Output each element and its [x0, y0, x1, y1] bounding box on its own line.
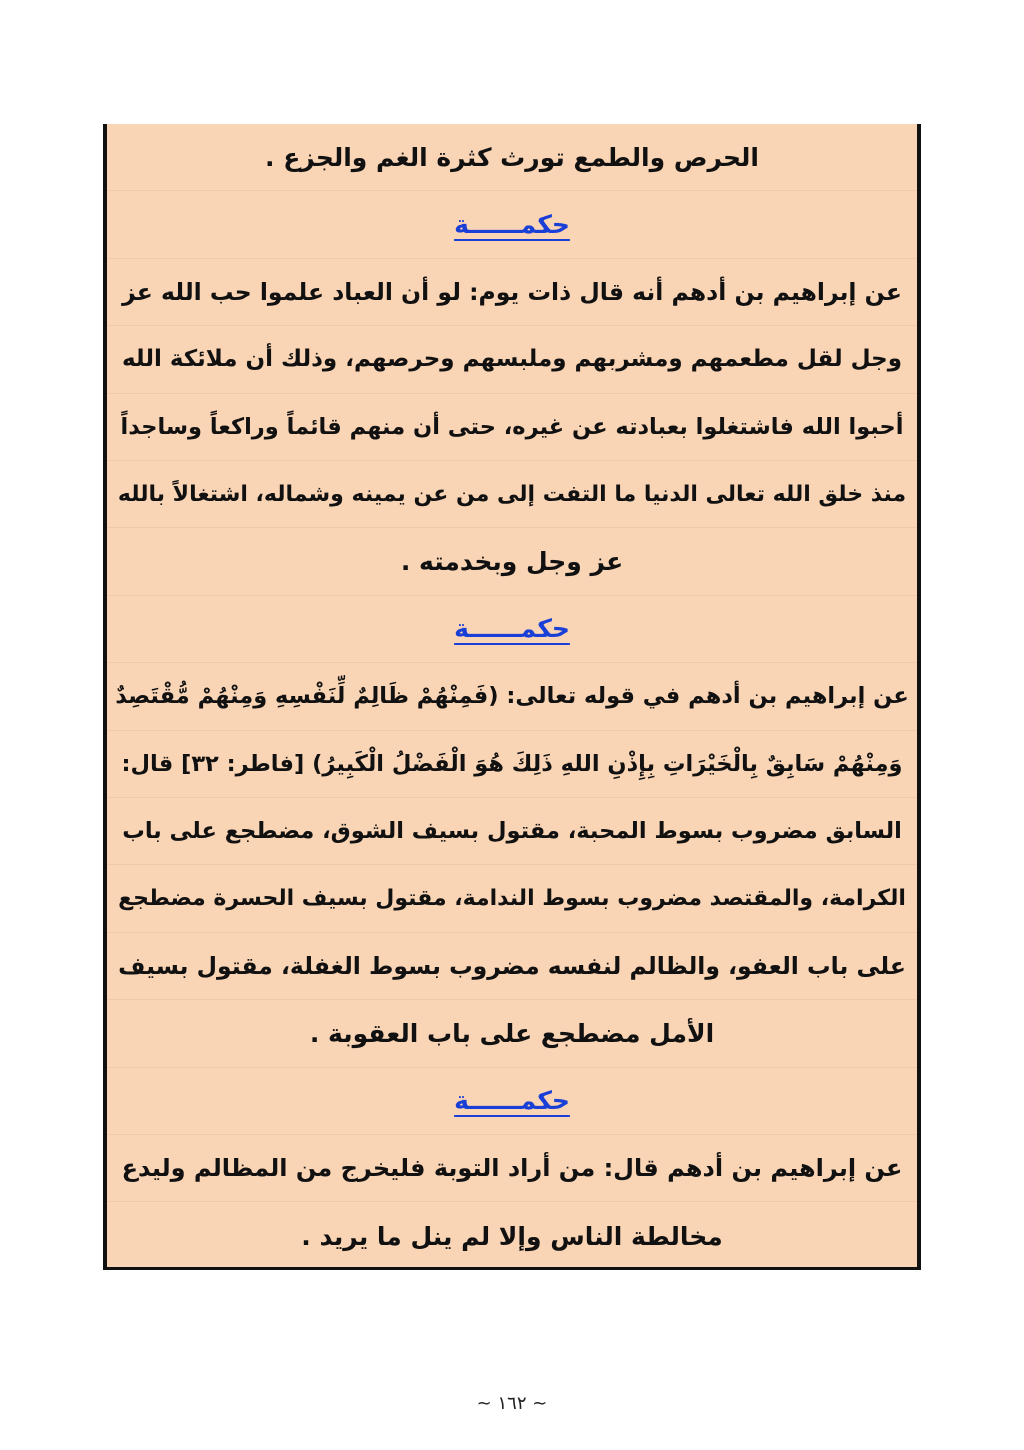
line-text: وجل لقل مطعمهم ومشربهم وملبسهم وحرصهم، وذلك أن ملائكة الله: [121, 346, 903, 373]
line-text: الأمل مضطجع على باب العقوبة .: [309, 1018, 715, 1048]
line-text: السابق مضروب بسوط المحبة، مقتول بسيف الشوق، مضطجع على باب: [122, 818, 902, 845]
heading-text[interactable]: حكمــــــة: [454, 210, 570, 240]
line-text: عن إبراهيم بن أدهم قال: من أراد التوبة فليخرج من المظالم وليدع: [121, 1154, 903, 1183]
text-line: [107, 663, 917, 730]
line-text: عن إبراهيم بن أدهم في قوله تعالى: (فَمِنْهُمْ ظَالِمٌ لِّنَفْسِهِ وَمِنْهُمْ مُّقْتَصِدٌ: [115, 683, 909, 710]
line-text: الحرص والطمع تورث كثرة الغم والجزع .: [265, 142, 760, 172]
text-line: [107, 798, 917, 865]
line-text: وَمِنْهُمْ سَابِقٌ بِالْخَيْرَاتِ بِإِذْنِ اللهِ ذَلِكَ هُوَ الْفَضْلُ الْكَبِيرُ) [فاطر: ٣٢] قال:: [121, 750, 903, 777]
heading-text[interactable]: حكمــــــة: [454, 614, 570, 644]
line-text: على باب العفو، والظالم لنفسه مضروب بسوط الغفلة، مقتول بسيف: [118, 951, 906, 980]
line-text: عز وجل وبخدمته .: [400, 547, 624, 577]
text-frame: [103, 124, 921, 1270]
page-number: ~ ١٦٢ ~: [476, 1393, 548, 1414]
heading-text[interactable]: حكمــــــة: [454, 1086, 570, 1116]
section-heading: [107, 1068, 917, 1135]
text-line: [107, 259, 917, 326]
text-line: [107, 865, 917, 932]
line-text: مخالطة الناس وإلا لم ينل ما يريد .: [301, 1221, 723, 1251]
text-line: [107, 731, 917, 798]
section-heading: [107, 596, 917, 663]
text-line: [107, 394, 917, 461]
line-text: الكرامة، والمقتصد مضروب بسوط الندامة، مقتول بسيف الحسرة مضطجع: [118, 886, 906, 912]
section-heading: [107, 191, 917, 258]
line-text: أحبوا الله فاشتغلوا بعبادته عن غيره، حتى أن منهم قائماً وراكعاً وساجداً: [120, 413, 904, 440]
text-line: [107, 1135, 917, 1202]
line-text: عن إبراهيم بن أدهم أنه قال ذات يوم: لو أن العباد علموا حب الله عز: [122, 277, 902, 306]
text-line: [107, 1202, 917, 1269]
text-line: [107, 461, 917, 528]
text-line: [107, 1000, 917, 1067]
text-line: [107, 124, 917, 191]
line-text: منذ خلق الله تعالى الدنيا ما التفت إلى من عن يمينه وشماله، اشتغالاً بالله: [117, 481, 907, 507]
text-line: [107, 528, 917, 595]
text-line: [107, 326, 917, 393]
text-line: [107, 933, 917, 1000]
